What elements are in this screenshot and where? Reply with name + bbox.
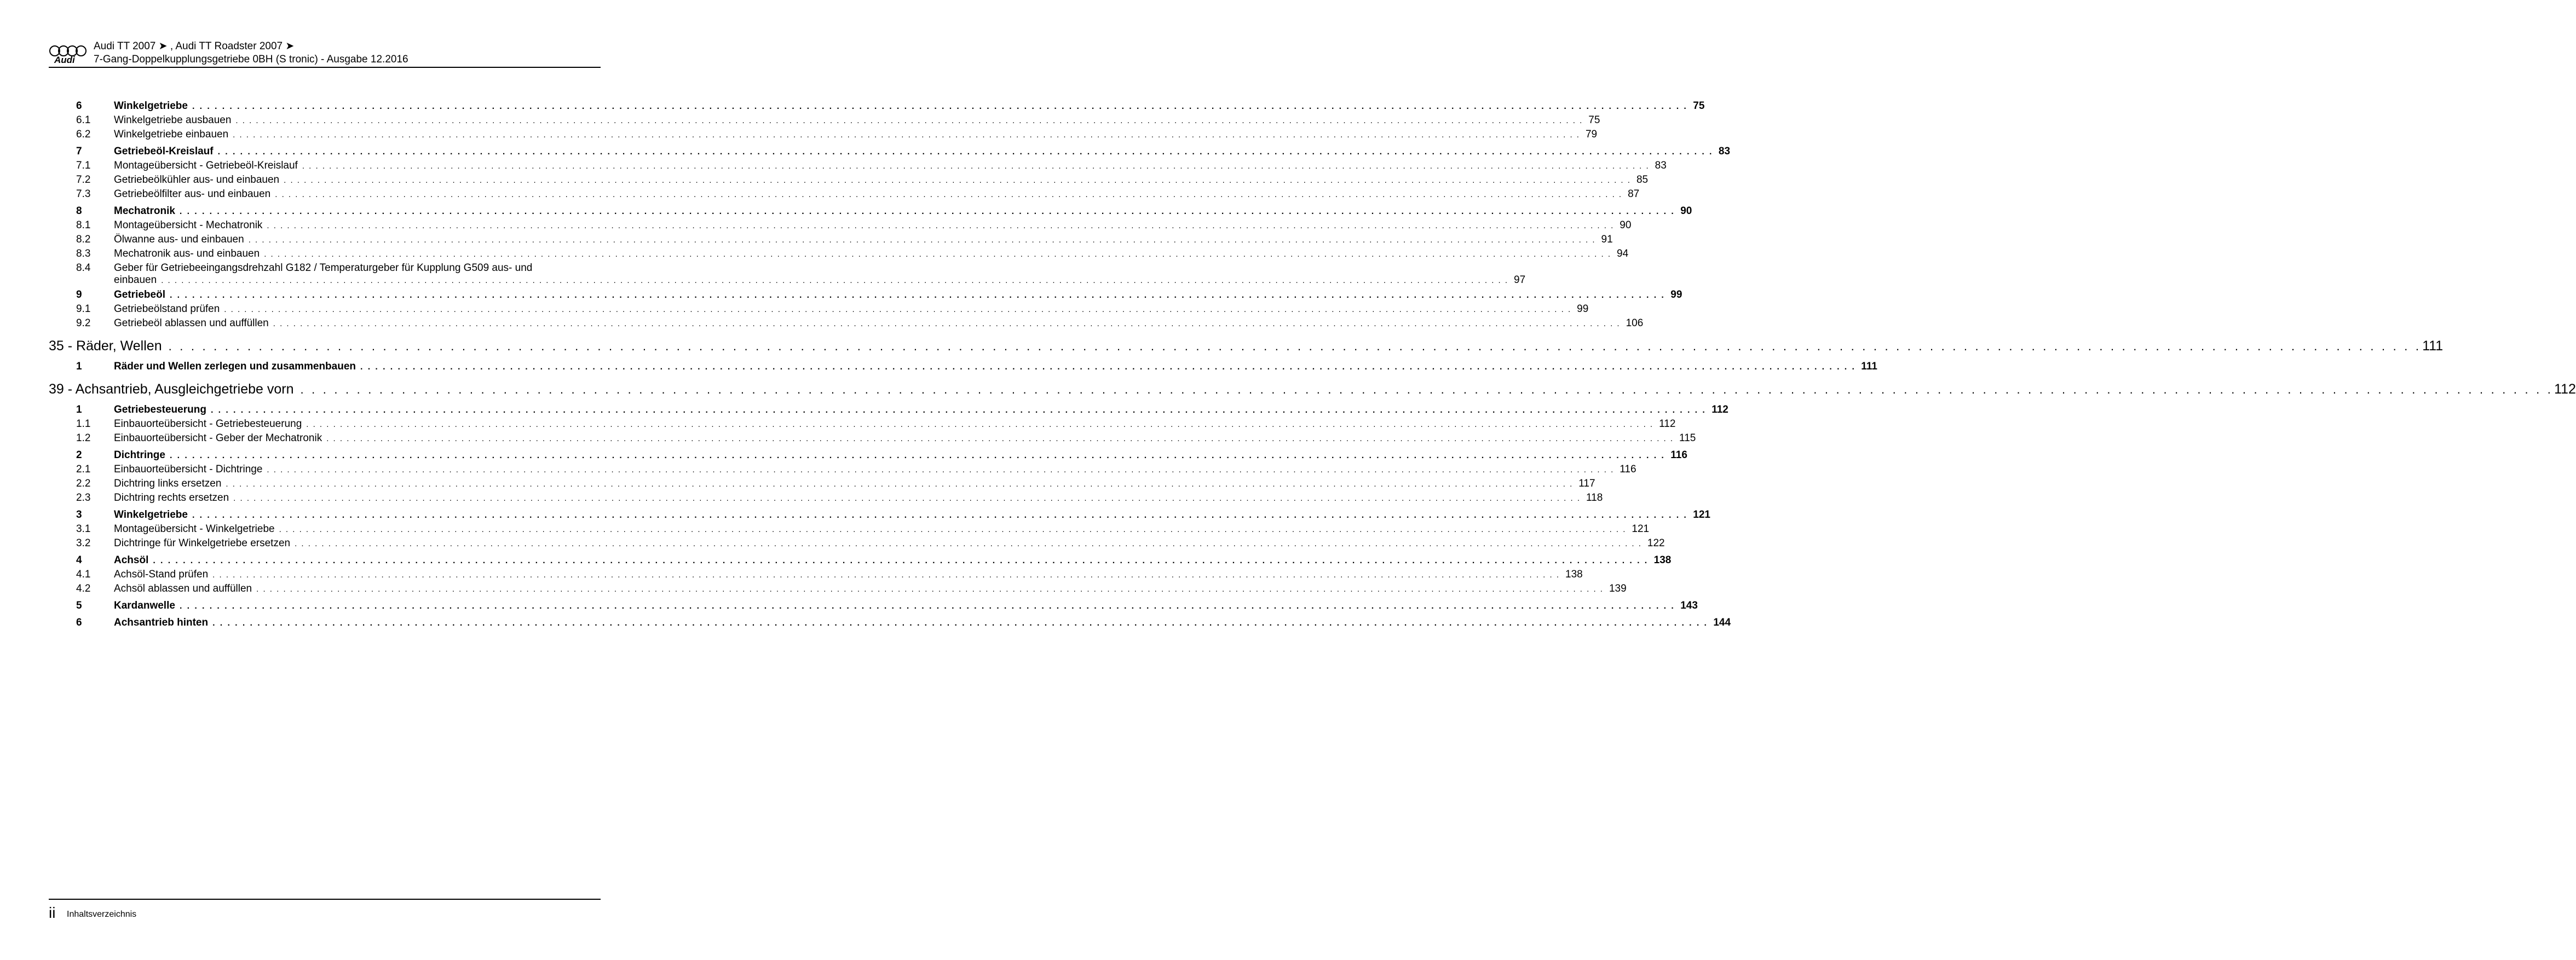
dot-leader: . . . . . . . . . . . . . . . . . . . . . . . . . . . . . . . . . . . . . . . . . . . . . . . . . . . . . . . . . . . . . . . . . . . . . . . . . . . . . . . . . . . . . . . . . . . . . . . . . . . . . . . . . . . . . . . . . . . . . . . . . . . . . . . . . . . . . . . . . . . . . . . . . . . . . . . . . . . . . . . . . . . . . . . . . . . . . . . . . . . . . . . . . . . . . . . . . . . . . . . .	[273, 319, 1621, 328]
dot-leader: . . . . . . . . . . . . . . . . . . . . . . . . . . . . . . . . . . . . . . . . . . . . . . . . . . . . . . . . . . . . . . . . . . . . . . . . . . . . . . . . . . . . . . . . . . . . . . . . . . . . . . . . . . . . . . . . . . . . . . . . . . . . . . . . . . . . . . . . . . . . . . . . . . . . . . . . . . . . . . . . . . . . . . . . . . . . . . . . . . . . . . . . . . . . . . . . . . . . . . . .	[300, 383, 2554, 396]
toc-title: Achsöl ablassen und auffüllen	[114, 583, 252, 594]
header-divider	[49, 67, 601, 68]
toc-title: Einbauorteübersicht - Geber der Mechatronik	[114, 432, 322, 444]
toc-title: Winkelgetriebe	[114, 509, 188, 521]
toc-page-number: 75	[1588, 114, 1600, 126]
toc-title: Getriebeölfilter aus- und einbauen	[114, 188, 271, 200]
toc-entry[interactable]	[49, 569, 1583, 583]
toc-entry[interactable]	[49, 248, 1629, 262]
toc-number: 8	[76, 205, 82, 217]
toc-number: 7.3	[76, 188, 91, 200]
dot-leader: . . . . . . . . . . . . . . . . . . . . . . . . . . . . . . . . . . . . . . . . . . . . . . . . . . . . . . . . . . . . . . . . . . . . . . . . . . . . . . . . . . . . . . . . . . . . . . . . . . . . . . . . . . . . . . . . . . . . . . . . . . . . . . . . . . . . . . . . . . . . . . . . . . . . . . . . . . . . . . . . . . . . . . . . . . . . . . . . . . . . . . . . . . . . . . . . . . . . . . . .	[275, 190, 1623, 199]
toc-entry[interactable]	[49, 418, 1676, 432]
toc-entry[interactable]	[49, 129, 1598, 143]
toc-number: 6.2	[76, 129, 91, 140]
dot-leader: . . . . . . . . . . . . . . . . . . . . . . . . . . . . . . . . . . . . . . . . . . . . . . . . . . . . . . . . . . . . . . . . . . . . . . . . . . . . . . . . . . . . . . . . . . . . . . . . . . . . . . . . . . . . . . . . . . . . . . . . . . . . . . . . . . . . . . . . . . . . . . . . . . . . . . . . . . . . . . . . . . . . . . . . . . . . . . . . . . . . . . . . . . . . . . . . . . . . . . . .	[169, 451, 1666, 460]
toc-number: 4.2	[76, 583, 91, 594]
toc-page-number: 116	[1670, 449, 1687, 461]
toc-page-number: 118	[1586, 492, 1603, 504]
toc-entry[interactable]	[49, 219, 1632, 234]
toc-number: 1	[76, 404, 82, 415]
toc-page-number: 97	[1514, 274, 1526, 286]
toc-number: 9.1	[76, 303, 91, 315]
toc-number: 2.3	[76, 492, 91, 504]
dot-leader: . . . . . . . . . . . . . . . . . . . . . . . . . . . . . . . . . . . . . . . . . . . . . . . . . . . . . . . . . . . . . . . . . . . . . . . . . . . . . . . . . . . . . . . . . . . . . . . . . . . . . . . . . . . . . . . . . . . . . . . . . . . . . . . . . . . . . . . . . . . . . . . . . . . . . . . . . . . . . . . . . . . . . . . . . . . . . . . . . . . . . . . . . . . . . . . . . . . . . . . .	[256, 585, 1604, 594]
toc-title: Winkelgetriebe	[114, 100, 188, 112]
toc-section[interactable]	[49, 100, 1705, 114]
header-model-line: Audi TT 2007 ➤ , Audi TT Roadster 2007 ➤	[94, 41, 295, 52]
dot-leader: . . . . . . . . . . . . . . . . . . . . . . . . . . . . . . . . . . . . . . . . . . . . . . . . . . . . . . . . . . . . . . . . . . . . . . . . . . . . . . . . . . . . . . . . . . . . . . . . . . . . . . . . . . . . . . . . . . . . . . . . . . . . . . . . . . . . . . . . . . . . . . . . . . . . . . . . . . . . . . . . . . . . . . . . . . . . . . . . . . . . . . . . . . . . . . . . . . . . . . . .	[169, 291, 1666, 300]
dot-leader: . . . . . . . . . . . . . . . . . . . . . . . . . . . . . . . . . . . . . . . . . . . . . . . . . . . . . . . . . . . . . . . . . . . . . . . . . . . . . . . . . . . . . . . . . . . . . . . . . . . . . . . . . . . . . . . . . . . . . . . . . . . . . . . . . . . . . . . . . . . . . . . . . . . . . . . . . . . . . . . . . . . . . . . . . . . . . . . . . . . . . . . . . . . . . . . . . . . . . . . .	[248, 235, 1596, 245]
toc-title: 35 - Räder, Wellen	[49, 338, 162, 354]
dot-leader: . . . . . . . . . . . . . . . . . . . . . . . . . . . . . . . . . . . . . . . . . . . . . . . . . . . . . . . . . . . . . . . . . . . . . . . . . . . . . . . . . . . . . . . . . . . . . . . . . . . . . . . . . . . . . . . . . . . . . . . . . . . . . . . . . . . . . . . . . . . . . . . . . . . . . . . . . . . . . . . . . . . . . . . . . . . . . . . . . . . . . . . . . . . . . . . . . . . . . . . .	[192, 511, 1688, 520]
toc-number: 9.2	[76, 317, 91, 329]
toc-number: 6.1	[76, 114, 91, 126]
toc-page-number: 144	[1713, 617, 1731, 628]
toc-number: 4.1	[76, 569, 91, 580]
footer-section-title: Inhaltsverzeichnis	[67, 910, 137, 919]
dot-leader: . . . . . . . . . . . . . . . . . . . . . . . . . . . . . . . . . . . . . . . . . . . . . . . . . . . . . . . . . . . . . . . . . . . . . . . . . . . . . . . . . . . . . . . . . . . . . . . . . . . . . . . . . . . . . . . . . . . . . . . . . . . . . . . . . . . . . . . . . . . . . . . . . . . . . . . . . . . . . . . . . . . . . . . . . . . . . . . . . . . . . . . . . . . . . . . . . . . . . . . .	[267, 465, 1615, 475]
toc-title: Dichtringe für Winkelgetriebe ersetzen	[114, 537, 291, 549]
toc-title: Achsöl	[114, 554, 149, 566]
toc-page-number: 121	[1693, 509, 1710, 521]
toc-number: 1.2	[76, 432, 91, 444]
toc-entry[interactable]	[49, 234, 1613, 248]
toc-section[interactable]	[49, 146, 1731, 160]
toc-number: 3.1	[76, 523, 91, 535]
toc-section[interactable]	[49, 554, 1672, 569]
toc-number: 6	[76, 617, 82, 628]
toc-page-number: 90	[1620, 219, 1632, 231]
toc-page-number: 106	[1626, 317, 1644, 329]
toc-title: Dichtringe	[114, 449, 165, 461]
toc-page-number: 138	[1565, 569, 1583, 580]
toc-page-number: 143	[1680, 600, 1698, 611]
toc-number: 9	[76, 289, 82, 300]
toc-title: Dichtring rechts ersetzen	[114, 492, 229, 504]
toc-page-number: 138	[1653, 554, 1672, 566]
toc-section[interactable]	[49, 205, 1692, 219]
toc-entry[interactable]	[49, 188, 1640, 203]
dot-leader: . . . . . . . . . . . . . . . . . . . . . . . . . . . . . . . . . . . . . . . . . . . . . . . . . . . . . . . . . . . . . . . . . . . . . . . . . . . . . . . . . . . . . . . . . . . . . . . . . . . . . . . . . . . . . . . . . . . . . . . . . . . . . . . . . . . . . . . . . . . . . . . . . . . . . . . . . . . . . . . . . . . . . . . . . . . . . . . . . . . . . . . . . . . . . . . . . . . . . . . .	[326, 434, 1674, 443]
toc-number: 8.4	[76, 262, 91, 274]
toc-section[interactable]	[49, 404, 1728, 418]
toc-title: Achsantrieb hinten	[114, 617, 209, 628]
toc-chapter[interactable]	[49, 381, 2576, 401]
toc-number: 7.1	[76, 160, 91, 171]
toc-number: 8.3	[76, 248, 91, 259]
toc-page-number: 111	[2422, 338, 2444, 354]
toc-entry[interactable]	[49, 583, 1627, 597]
toc-entry[interactable]	[49, 537, 1665, 552]
dot-leader: . . . . . . . . . . . . . . . . . . . . . . . . . . . . . . . . . . . . . . . . . . . . . . . . . . . . . . . . . . . . . . . . . . . . . . . . . . . . . . . . . . . . . . . . . . . . . . . . . . . . . . . . . . . . . . . . . . . . . . . . . . . . . . . . . . . . . . . . . . . . . . . . . . . . . . . . . . . . . . . . . . . . . . . . . . . . . . . . . . . . . . . . . . . . . . . . . . . . . . . .	[210, 406, 1707, 415]
dot-leader: . . . . . . . . . . . . . . . . . . . . . . . . . . . . . . . . . . . . . . . . . . . . . . . . . . . . . . . . . . . . . . . . . . . . . . . . . . . . . . . . . . . . . . . . . . . . . . . . . . . . . . . . . . . . . . . . . . . . . . . . . . . . . . . . . . . . . . . . . . . . . . . . . . . . . . . . . . . . . . . . . . . . . . . . . . . . . . . . . . . . . . . . . . . . . . . . . . . . . . . .	[168, 339, 2422, 353]
toc-page-number: 83	[1718, 146, 1731, 157]
toc-entry[interactable]	[49, 303, 1589, 317]
dot-leader: . . . . . . . . . . . . . . . . . . . . . . . . . . . . . . . . . . . . . . . . . . . . . . . . . . . . . . . . . . . . . . . . . . . . . . . . . . . . . . . . . . . . . . . . . . . . . . . . . . . . . . . . . . . . . . . . . . . . . . . . . . . . . . . . . . . . . . . . . . . . . . . . . . . . . . . . . . . . . . . . . . . . . . . . . . . . . . . . . . . . . . . . . . . . . . . . . . . . . . . .	[179, 207, 1675, 216]
toc-title: Einbauorteübersicht - Getriebesteuerung	[114, 418, 302, 430]
toc-number: 8.2	[76, 234, 91, 245]
toc-number: 6	[76, 100, 82, 112]
dot-leader: . . . . . . . . . . . . . . . . . . . . . . . . . . . . . . . . . . . . . . . . . . . . . . . . . . . . . . . . . . . . . . . . . . . . . . . . . . . . . . . . . . . . . . . . . . . . . . . . . . . . . . . . . . . . . . . . . . . . . . . . . . . . . . . . . . . . . . . . . . . . . . . . . . . . . . . . . . . . . . . . . . . . . . . . . . . . . . . . . . . . . . . . . . . . . . . . . . . . . . . .	[284, 176, 1631, 185]
toc-section[interactable]	[49, 617, 1731, 631]
toc-page-number: 112	[2554, 381, 2576, 397]
toc-entry[interactable]	[49, 523, 1650, 537]
toc-page-number: 111	[1861, 361, 1877, 372]
toc-title: Getriebeölkühler aus- und einbauen	[114, 174, 280, 186]
dot-leader: . . . . . . . . . . . . . . . . . . . . . . . . . . . . . . . . . . . . . . . . . . . . . . . . . . . . . . . . . . . . . . . . . . . . . . . . . . . . . . . . . . . . . . . . . . . . . . . . . . . . . . . . . . . . . . . . . . . . . . . . . . . . . . . . . . . . . . . . . . . . . . . . . . . . . . . . . . . . . . . . . . . . . . . . . . . . . . . . . . . . . . . . . . . . . . . . . . . . . . . .	[295, 539, 1642, 548]
footer-page-number: ii	[49, 904, 56, 921]
toc-entry[interactable]	[49, 432, 1696, 447]
toc-title: Winkelgetriebe ausbauen	[114, 114, 232, 126]
dot-leader: . . . . . . . . . . . . . . . . . . . . . . . . . . . . . . . . . . . . . . . . . . . . . . . . . . . . . . . . . . . . . . . . . . . . . . . . . . . . . . . . . . . . . . . . . . . . . . . . . . . . . . . . . . . . . . . . . . . . . . . . . . . . . . . . . . . . . . . . . . . . . . . . . . . . . . . . . . . . . . . . . . . . . . . . . . . . . . . . . . . . . . . . . . . . . . . . . . . . . . . .	[360, 362, 1856, 372]
toc-page-number: 99	[1670, 289, 1682, 300]
footer-divider	[49, 899, 601, 900]
toc-number: 2.2	[76, 478, 91, 489]
dot-leader: . . . . . . . . . . . . . . . . . . . . . . . . . . . . . . . . . . . . . . . . . . . . . . . . . . . . . . . . . . . . . . . . . . . . . . . . . . . . . . . . . . . . . . . . . . . . . . . . . . . . . . . . . . . . . . . . . . . . . . . . . . . . . . . . . . . . . . . . . . . . . . . . . . . . . . . . . . . . . . . . . . . . . . . . . . . . . . . . . . . . . . . . . . . . . . . . . . . . . . . .	[264, 250, 1612, 259]
toc-page-number: 116	[1620, 464, 1636, 475]
toc-page-number: 90	[1680, 205, 1692, 217]
dot-leader: . . . . . . . . . . . . . . . . . . . . . . . . . . . . . . . . . . . . . . . . . . . . . . . . . . . . . . . . . . . . . . . . . . . . . . . . . . . . . . . . . . . . . . . . . . . . . . . . . . . . . . . . . . . . . . . . . . . . . . . . . . . . . . . . . . . . . . . . . . . . . . . . . . . . . . . . . . . . . . . . . . . . . . . . . . . . . . . . . . . . . . . . . . . . . . . . . . . . . . . .	[153, 556, 1649, 565]
toc-number: 4	[76, 554, 82, 566]
toc-section[interactable]	[49, 600, 1698, 614]
toc-entry[interactable]	[49, 478, 1595, 492]
dot-leader: . . . . . . . . . . . . . . . . . . . . . . . . . . . . . . . . . . . . . . . . . . . . . . . . . . . . . . . . . . . . . . . . . . . . . . . . . . . . . . . . . . . . . . . . . . . . . . . . . . . . . . . . . . . . . . . . . . . . . . . . . . . . . . . . . . . . . . . . . . . . . . . . . . . . . . . . . . . . . . . . . . . . . . . . . . . . . . . . . . . . . . . . . . . . . . . . . . . . . . . .	[212, 618, 1708, 628]
toc-number: 7	[76, 146, 82, 157]
toc-entry[interactable]	[49, 492, 1603, 506]
toc-title: Mechatronik	[114, 205, 175, 217]
toc-title: Mechatronik aus- und einbauen	[114, 248, 260, 259]
toc-title: 39 - Achsantrieb, Ausgleichgetriebe vorn	[49, 381, 294, 397]
toc-number: 3	[76, 509, 82, 521]
toc-title-continued: einbauen	[114, 274, 157, 286]
toc-entry[interactable]	[49, 464, 1636, 478]
toc-title: Ölwanne aus- und einbauen	[114, 234, 244, 245]
toc-page-number: 94	[1617, 248, 1629, 259]
toc-page-number: 75	[1693, 100, 1705, 112]
toc-title: Kardanwelle	[114, 600, 175, 611]
toc-page-number: 112	[1711, 404, 1728, 415]
toc-page-number: 121	[1632, 523, 1650, 535]
dot-leader: . . . . . . . . . . . . . . . . . . . . . . . . . . . . . . . . . . . . . . . . . . . . . . . . . . . . . . . . . . . . . . . . . . . . . . . . . . . . . . . . . . . . . . . . . . . . . . . . . . . . . . . . . . . . . . . . . . . . . . . . . . . . . . . . . . . . . . . . . . . . . . . . . . . . . . . . . . . . . . . . . . . . . . . . . . . . . . . . . . . . . . . . . . . . . . . . . . . . . . . .	[161, 276, 1509, 285]
dot-leader: . . . . . . . . . . . . . . . . . . . . . . . . . . . . . . . . . . . . . . . . . . . . . . . . . . . . . . . . . . . . . . . . . . . . . . . . . . . . . . . . . . . . . . . . . . . . . . . . . . . . . . . . . . . . . . . . . . . . . . . . . . . . . . . . . . . . . . . . . . . . . . . . . . . . . . . . . . . . . . . . . . . . . . . . . . . . . . . . . . . . . . . . . . . . . . . . . . . . . . . .	[233, 130, 1580, 140]
toc-title: Achsöl-Stand prüfen	[114, 569, 209, 580]
toc-section[interactable]	[49, 289, 1682, 303]
dot-leader: . . . . . . . . . . . . . . . . . . . . . . . . . . . . . . . . . . . . . . . . . . . . . . . . . . . . . . . . . . . . . . . . . . . . . . . . . . . . . . . . . . . . . . . . . . . . . . . . . . . . . . . . . . . . . . . . . . . . . . . . . . . . . . . . . . . . . . . . . . . . . . . . . . . . . . . . . . . . . . . . . . . . . . . . . . . . . . . . . . . . . . . . . . . . . . . . . . . . . . . .	[192, 102, 1688, 111]
toc-section[interactable]	[49, 361, 1877, 375]
toc-page-number: 87	[1628, 188, 1640, 200]
dot-leader: . . . . . . . . . . . . . . . . . . . . . . . . . . . . . . . . . . . . . . . . . . . . . . . . . . . . . . . . . . . . . . . . . . . . . . . . . . . . . . . . . . . . . . . . . . . . . . . . . . . . . . . . . . . . . . . . . . . . . . . . . . . . . . . . . . . . . . . . . . . . . . . . . . . . . . . . . . . . . . . . . . . . . . . . . . . . . . . . . . . . . . . . . . . . . . . . . . . . . . . .	[212, 570, 1560, 580]
toc-page-number: 99	[1577, 303, 1589, 315]
toc-title: Montageübersicht - Mechatronik	[114, 219, 263, 231]
toc-page-number: 83	[1655, 160, 1667, 171]
toc-entry[interactable]	[49, 114, 1600, 129]
dot-leader: . . . . . . . . . . . . . . . . . . . . . . . . . . . . . . . . . . . . . . . . . . . . . . . . . . . . . . . . . . . . . . . . . . . . . . . . . . . . . . . . . . . . . . . . . . . . . . . . . . . . . . . . . . . . . . . . . . . . . . . . . . . . . . . . . . . . . . . . . . . . . . . . . . . . . . . . . . . . . . . . . . . . . . . . . . . . . . . . . . . . . . . . . . . . . . . . . . . . . . . .	[302, 161, 1650, 171]
toc-entry[interactable]	[49, 174, 1649, 188]
toc-number: 3.2	[76, 537, 91, 549]
dot-leader: . . . . . . . . . . . . . . . . . . . . . . . . . . . . . . . . . . . . . . . . . . . . . . . . . . . . . . . . . . . . . . . . . . . . . . . . . . . . . . . . . . . . . . . . . . . . . . . . . . . . . . . . . . . . . . . . . . . . . . . . . . . . . . . . . . . . . . . . . . . . . . . . . . . . . . . . . . . . . . . . . . . . . . . . . . . . . . . . . . . . . . . . . . . . . . . . . . . . . . . .	[235, 116, 1583, 125]
toc-title: Getriebesteuerung	[114, 404, 206, 415]
toc-page-number: 79	[1585, 129, 1598, 140]
toc-page-number: 91	[1601, 234, 1613, 245]
table-of-contents	[49, 97, 2576, 631]
toc-entry[interactable]	[49, 317, 1644, 332]
toc-title: Räder und Wellen zerlegen und zusammenbauen	[114, 361, 356, 372]
dot-leader: . . . . . . . . . . . . . . . . . . . . . . . . . . . . . . . . . . . . . . . . . . . . . . . . . . . . . . . . . . . . . . . . . . . . . . . . . . . . . . . . . . . . . . . . . . . . . . . . . . . . . . . . . . . . . . . . . . . . . . . . . . . . . . . . . . . . . . . . . . . . . . . . . . . . . . . . . . . . . . . . . . . . . . . . . . . . . . . . . . . . . . . . . . . . . . . . . . . . . . . .	[226, 479, 1574, 489]
dot-leader: . . . . . . . . . . . . . . . . . . . . . . . . . . . . . . . . . . . . . . . . . . . . . . . . . . . . . . . . . . . . . . . . . . . . . . . . . . . . . . . . . . . . . . . . . . . . . . . . . . . . . . . . . . . . . . . . . . . . . . . . . . . . . . . . . . . . . . . . . . . . . . . . . . . . . . . . . . . . . . . . . . . . . . . . . . . . . . . . . . . . . . . . . . . . . . . . . . . . . . . .	[179, 602, 1675, 611]
toc-page-number: 122	[1647, 537, 1665, 549]
header-manual-title: 7-Gang-Doppelkupplungsgetriebe 0BH (S tronic) - Ausgabe 12.2016	[94, 54, 408, 65]
toc-page-number: 115	[1679, 432, 1696, 444]
toc-title: Montageübersicht - Getriebeöl-Kreislauf	[114, 160, 298, 171]
toc-title: Einbauorteübersicht - Dichtringe	[114, 464, 263, 475]
audi-logo-text: Audi	[54, 55, 75, 65]
toc-title: Montageübersicht - Winkelgetriebe	[114, 523, 275, 535]
toc-page-number: 117	[1578, 478, 1595, 489]
toc-number: 1.1	[76, 418, 91, 430]
toc-title: Getriebeöl	[114, 289, 165, 300]
dot-leader: . . . . . . . . . . . . . . . . . . . . . . . . . . . . . . . . . . . . . . . . . . . . . . . . . . . . . . . . . . . . . . . . . . . . . . . . . . . . . . . . . . . . . . . . . . . . . . . . . . . . . . . . . . . . . . . . . . . . . . . . . . . . . . . . . . . . . . . . . . . . . . . . . . . . . . . . . . . . . . . . . . . . . . . . . . . . . . . . . . . . . . . . . . . . . . . . . . . . . . . .	[306, 420, 1654, 429]
dot-leader: . . . . . . . . . . . . . . . . . . . . . . . . . . . . . . . . . . . . . . . . . . . . . . . . . . . . . . . . . . . . . . . . . . . . . . . . . . . . . . . . . . . . . . . . . . . . . . . . . . . . . . . . . . . . . . . . . . . . . . . . . . . . . . . . . . . . . . . . . . . . . . . . . . . . . . . . . . . . . . . . . . . . . . . . . . . . . . . . . . . . . . . . . . . . . . . . . . . . . . . .	[233, 494, 1581, 503]
dot-leader: . . . . . . . . . . . . . . . . . . . . . . . . . . . . . . . . . . . . . . . . . . . . . . . . . . . . . . . . . . . . . . . . . . . . . . . . . . . . . . . . . . . . . . . . . . . . . . . . . . . . . . . . . . . . . . . . . . . . . . . . . . . . . . . . . . . . . . . . . . . . . . . . . . . . . . . . . . . . . . . . . . . . . . . . . . . . . . . . . . . . . . . . . . . . . . . . . . . . . . . .	[217, 147, 1713, 157]
toc-number: 2.1	[76, 464, 91, 475]
toc-number: 1	[76, 361, 82, 372]
dot-leader: . . . . . . . . . . . . . . . . . . . . . . . . . . . . . . . . . . . . . . . . . . . . . . . . . . . . . . . . . . . . . . . . . . . . . . . . . . . . . . . . . . . . . . . . . . . . . . . . . . . . . . . . . . . . . . . . . . . . . . . . . . . . . . . . . . . . . . . . . . . . . . . . . . . . . . . . . . . . . . . . . . . . . . . . . . . . . . . . . . . . . . . . . . . . . . . . . . . . . . . .	[279, 525, 1627, 534]
toc-page-number: 139	[1609, 583, 1627, 594]
toc-page-number: 112	[1659, 418, 1676, 430]
toc-page-number: 85	[1636, 174, 1649, 186]
toc-title: Dichtring links ersetzen	[114, 478, 222, 489]
toc-number: 8.1	[76, 219, 91, 231]
toc-section[interactable]	[49, 509, 1710, 523]
toc-title: Getriebeöl-Kreislauf	[114, 146, 214, 157]
dot-leader: . . . . . . . . . . . . . . . . . . . . . . . . . . . . . . . . . . . . . . . . . . . . . . . . . . . . . . . . . . . . . . . . . . . . . . . . . . . . . . . . . . . . . . . . . . . . . . . . . . . . . . . . . . . . . . . . . . . . . . . . . . . . . . . . . . . . . . . . . . . . . . . . . . . . . . . . . . . . . . . . . . . . . . . . . . . . . . . . . . . . . . . . . . . . . . . . . . . . . . . .	[224, 305, 1572, 314]
toc-title: Geber für Getriebeeingangsdrehzahl G182 / Temperaturgeber für Kupplung G509 aus- und	[114, 262, 533, 274]
dot-leader: . . . . . . . . . . . . . . . . . . . . . . . . . . . . . . . . . . . . . . . . . . . . . . . . . . . . . . . . . . . . . . . . . . . . . . . . . . . . . . . . . . . . . . . . . . . . . . . . . . . . . . . . . . . . . . . . . . . . . . . . . . . . . . . . . . . . . . . . . . . . . . . . . . . . . . . . . . . . . . . . . . . . . . . . . . . . . . . . . . . . . . . . . . . . . . . . . . . . . . . .	[267, 221, 1615, 230]
toc-number: 2	[76, 449, 82, 461]
toc-section[interactable]	[49, 449, 1687, 464]
toc-title: Getriebeölstand prüfen	[114, 303, 220, 315]
toc-number: 5	[76, 600, 82, 611]
toc-entry[interactable]	[49, 160, 1667, 174]
toc-entry[interactable]	[49, 262, 1526, 286]
toc-title: Getriebeöl ablassen und auffüllen	[114, 317, 269, 329]
toc-number: 7.2	[76, 174, 91, 186]
toc-chapter[interactable]	[49, 338, 2444, 358]
toc-title: Winkelgetriebe einbauen	[114, 129, 229, 140]
